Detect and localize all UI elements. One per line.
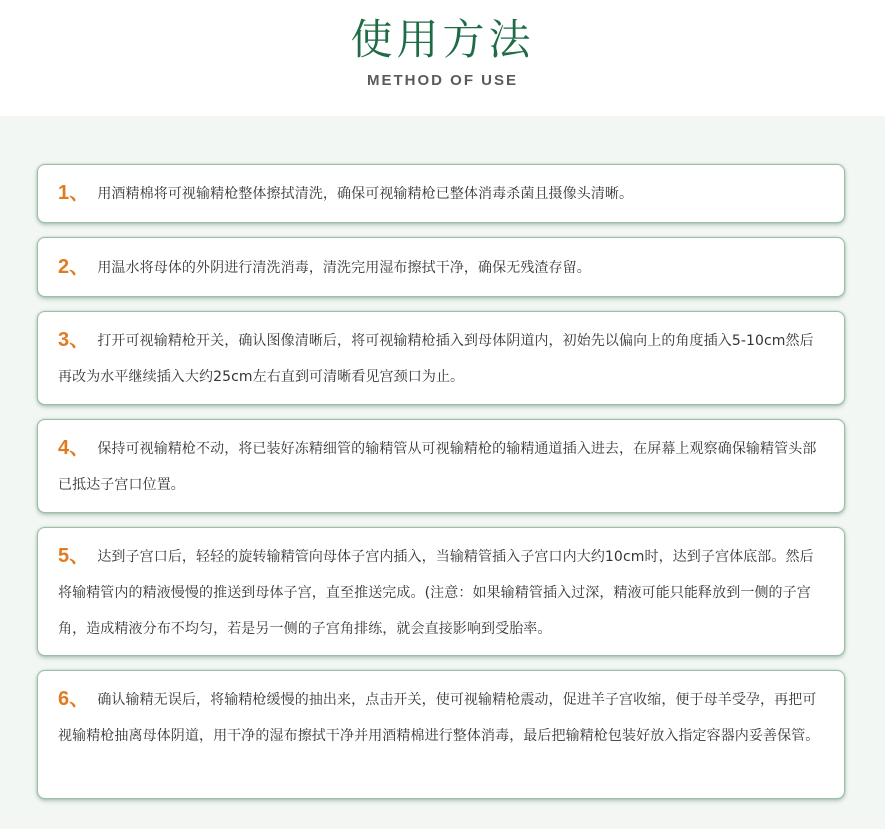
step-card-6	[37, 670, 845, 799]
step-text: 保持可视输精枪不动，将已装好冻精细管的输精管从可视输精枪的输精通道插入进去，在屏幕上观察确保输精管头部已抵达子宫口位置。	[58, 441, 817, 493]
steps-panel	[0, 116, 885, 829]
step-text: 打开可视输精枪开关，确认图像清晰后，将可视输精枪插入到母体阴道内，初始先以偏向上的角度插入5-10cm然后再改为水平继续插入大约25cm左右直到可清晰看见宫颈口为止。	[58, 333, 814, 385]
step-text: 确认输精无误后，将输精枪缓慢的抽出来，点击开关，使可视输精枪震动，促进羊子宫收缩，便于母羊受孕，再把可视输精枪抽离母体阴道，用干净的湿布擦拭干净并用酒精棉进行整体消毒，最后把输精枪包装好放入指定容器内妥善保管。	[58, 692, 820, 744]
step-text: 达到子宫口后，轻轻的旋转输精管向母体子宫内插入，当输精管插入子宫口内大约10cm时，达到子宫体底部。然后将输精管内的精液慢慢的推送到母体子宫，直至推送完成。(注意：如果输精管插入过深，精液可能只能释放到一侧的子宫角，造成精液分布不均匀，若是另一侧的子宫角排练，就会直接影响到受胎率。	[58, 549, 814, 637]
step-number: 6、	[58, 688, 90, 710]
step-text: 用酒精棉将可视输精枪整体擦拭清洗，确保可视输精枪已整体消毒杀菌且摄像头清晰。	[97, 186, 634, 202]
step-number: 1、	[58, 182, 90, 204]
step-text-block	[58, 175, 826, 212]
step-number: 2、	[58, 256, 90, 278]
step-card-4	[37, 419, 845, 513]
step-number: 5、	[58, 545, 90, 567]
step-text: 用温水将母体的外阴进行清洗消毒，清洗完用湿布擦拭干净，确保无残渣存留。	[97, 260, 591, 276]
step-card-2	[37, 237, 845, 297]
step-number: 3、	[58, 329, 90, 351]
page-subtitle: METHOD OF USE	[366, 72, 518, 89]
step-number: 4、	[58, 437, 90, 459]
page-title: 使用方法	[350, 15, 535, 64]
step-text-block	[58, 322, 826, 395]
step-card-1	[37, 164, 845, 223]
step-card-5	[37, 527, 845, 656]
step-text-block	[58, 681, 826, 754]
step-text-block	[58, 538, 826, 647]
step-text-block	[58, 249, 826, 286]
page-header	[0, 0, 885, 116]
step-text-block	[58, 430, 826, 503]
step-card-3	[37, 311, 845, 405]
